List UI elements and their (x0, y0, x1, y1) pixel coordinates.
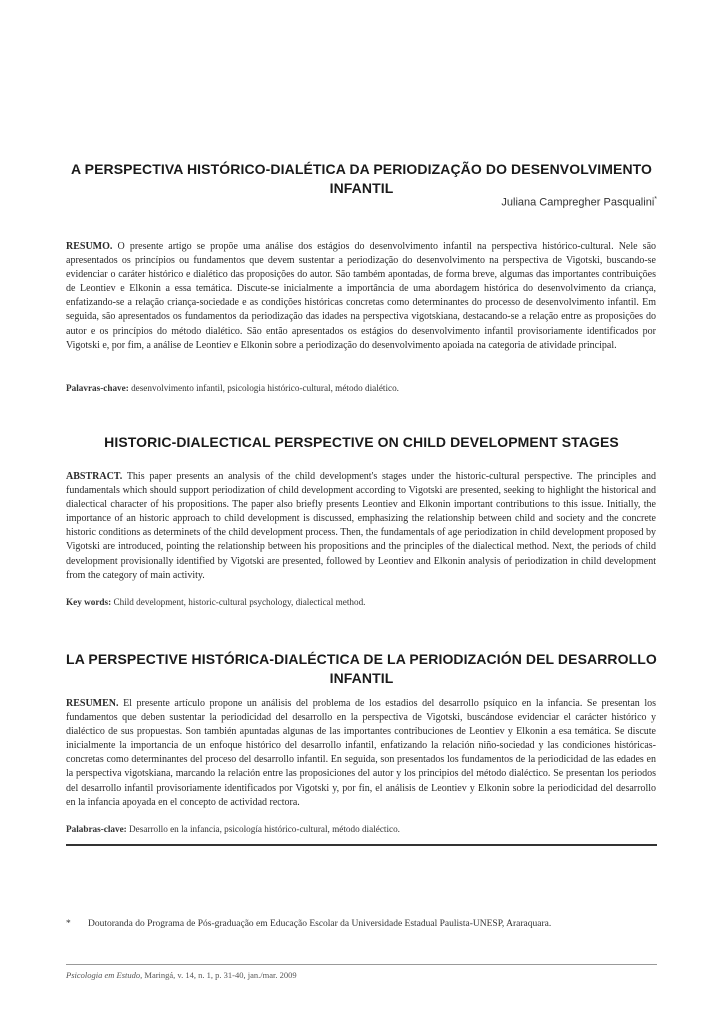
abstract-text-english: This paper presents an analysis of the child development's stages under the historic-cultural perspective. The principles and fundamentals which should support periodization of child development according to Vigotski are presented, seeking to highlight the historical and dialectical character of his propositions. The paper also briefly presents Leontiev and Elkonin important contributions to this issue. Initially, the importance of an historic approach to child development is discussed, emphasizing the relationship between child and society and the concrete historic conditions as determinets of the child development process. Then, the fundamentals of age periodization in child development proposed by Vigotski are introduced, pointing the relationship between his propositions and the principles of the dialectical method. Next, the periods of child development provisionally identified by Vigotski are presented, followed by Leontiev and Elkonin analysis of periodization in child development from the category of main activity. (66, 471, 656, 581)
abstract-label-portuguese: RESUMO. (66, 241, 113, 252)
title-spanish: LA PERSPECTIVE HISTÓRICA-DIALÉCTICA DE LA PERIODIZACIÓN DEL DESARROLLO INFANTIL (66, 651, 657, 686)
keywords-label-portuguese: Palavras-chave: (66, 383, 129, 393)
keywords-label-spanish: Palabras-clave: (66, 824, 127, 834)
author-name-text: Juliana Campregher Pasqualini (501, 196, 655, 209)
keywords-text-portuguese: desenvolvimento infantil, psicologia histórico-cultural, método dialético. (131, 383, 399, 393)
footnote-mark: * (66, 919, 71, 929)
abstract-label-spanish: RESUMEN. (66, 698, 119, 709)
keywords-label-english: Key words: (66, 597, 112, 607)
abstract-spanish (66, 697, 656, 810)
author-footnote-mark: * (654, 196, 657, 203)
title-english: HISTORIC-DIALECTICAL PERSPECTIVE ON CHILD DEVELOPMENT STAGES (104, 434, 619, 450)
section-divider (66, 844, 657, 846)
keywords-portuguese (66, 382, 656, 395)
abstract-label-english: ABSTRACT. (66, 471, 123, 482)
abstract-text-portuguese: O presente artigo se propõe uma análise dos estágios do desenvolvimento infantil na perspectiva histórico-cultural. Nele são apresentados os princípios ou fundamentos que devem sustentar a periodização do desenvolvimento na perspectiva de Vigotski, buscando-se evidenciar o caráter histórico e dialético das proposições do autor. São também apontadas, de forma breve, algumas das importantes contribuições de Leontiev e Elkonin a essa temática. Discute-se inicialmente a importância de uma abordagem histórica do desenvolvimento da criança, enfatizando-se a relação criança-sociedade e as condições históricas concretas como determinantes do processo de desenvolvimento infantil. Em seguida, são apresentados os fundamentos da periodização das idades na perspectiva vigotskiana, destacando-se a relação entre as proposições do autor e os princípios do método dialético. São então apresentados os estágios do desenvolvimento infantil provisoriamente identificados por Vigotski e, por fim, a análise de Leontiev e Elkonin sobre a periodização do desenvolvimento apoiada na categoria de atividade principal. (66, 241, 657, 351)
keywords-text-spanish: Desarrollo en la infancia, psicología histórico-cultural, método dialéctico. (129, 824, 400, 834)
abstract-english (66, 470, 656, 583)
footnote (66, 919, 656, 929)
page-footer (66, 970, 297, 980)
author-name (501, 196, 657, 209)
keywords-spanish (66, 823, 656, 836)
title-portuguese: A PERSPECTIVA HISTÓRICO-DIALÉTICA DA PERIODIZAÇÃO DO DESENVOLVIMENTO INFANTIL (70, 161, 653, 196)
footer-details: Maringá, v. 14, n. 1, p. 31-40, jan./mar. 2009 (144, 970, 297, 980)
keywords-text-english: Child development, historic-cultural psychology, dialectical method. (113, 597, 366, 607)
keywords-english (66, 596, 656, 609)
abstract-portuguese (66, 240, 656, 353)
footer-journal: Psicologia em Estudo, (66, 970, 143, 980)
footnote-text: Doutoranda do Programa de Pós-graduação em Educação Escolar da Universidade Estadual Paulista-UNESP, Araraquara. (88, 919, 552, 929)
footer-divider (66, 964, 657, 965)
abstract-text-spanish: El presente artículo propone un análisis del problema de los estadios del desarrollo psíquico en la infancia. Se presentan los fundamentos que deben sustentar la periodicidad del desarrollo en la perspectiva de Vigotski, buscándose evidenciar el carácter histórico y dialéctico de sus propuestas. Son también apuntadas algunas de las importantes contribuciones de Leontiev y Elkonin a esa temática. Se discute inicialmente la importancia de un enfoque histórico del desarrollo infantil, enfatizando la relación niño-sociedad y las condiciones históricas-concretas como determinantes del proceso del desarrollo infantil. En seguida, son presentados los fundamentos de la periodicidad de las edades en la perspectiva vigotskiana, marcando la relación entre las proposiciones del autor y los principios del método dialéctico. Se presentan los periodos del desarrollo infantil provisoriamente identificados por Vigotski y, por fin, el análisis de Leontiev y Elkonin sobre la periodicidad del desarrollo en la infancia apoyada en el concepto de actividad rectora. (66, 698, 656, 808)
